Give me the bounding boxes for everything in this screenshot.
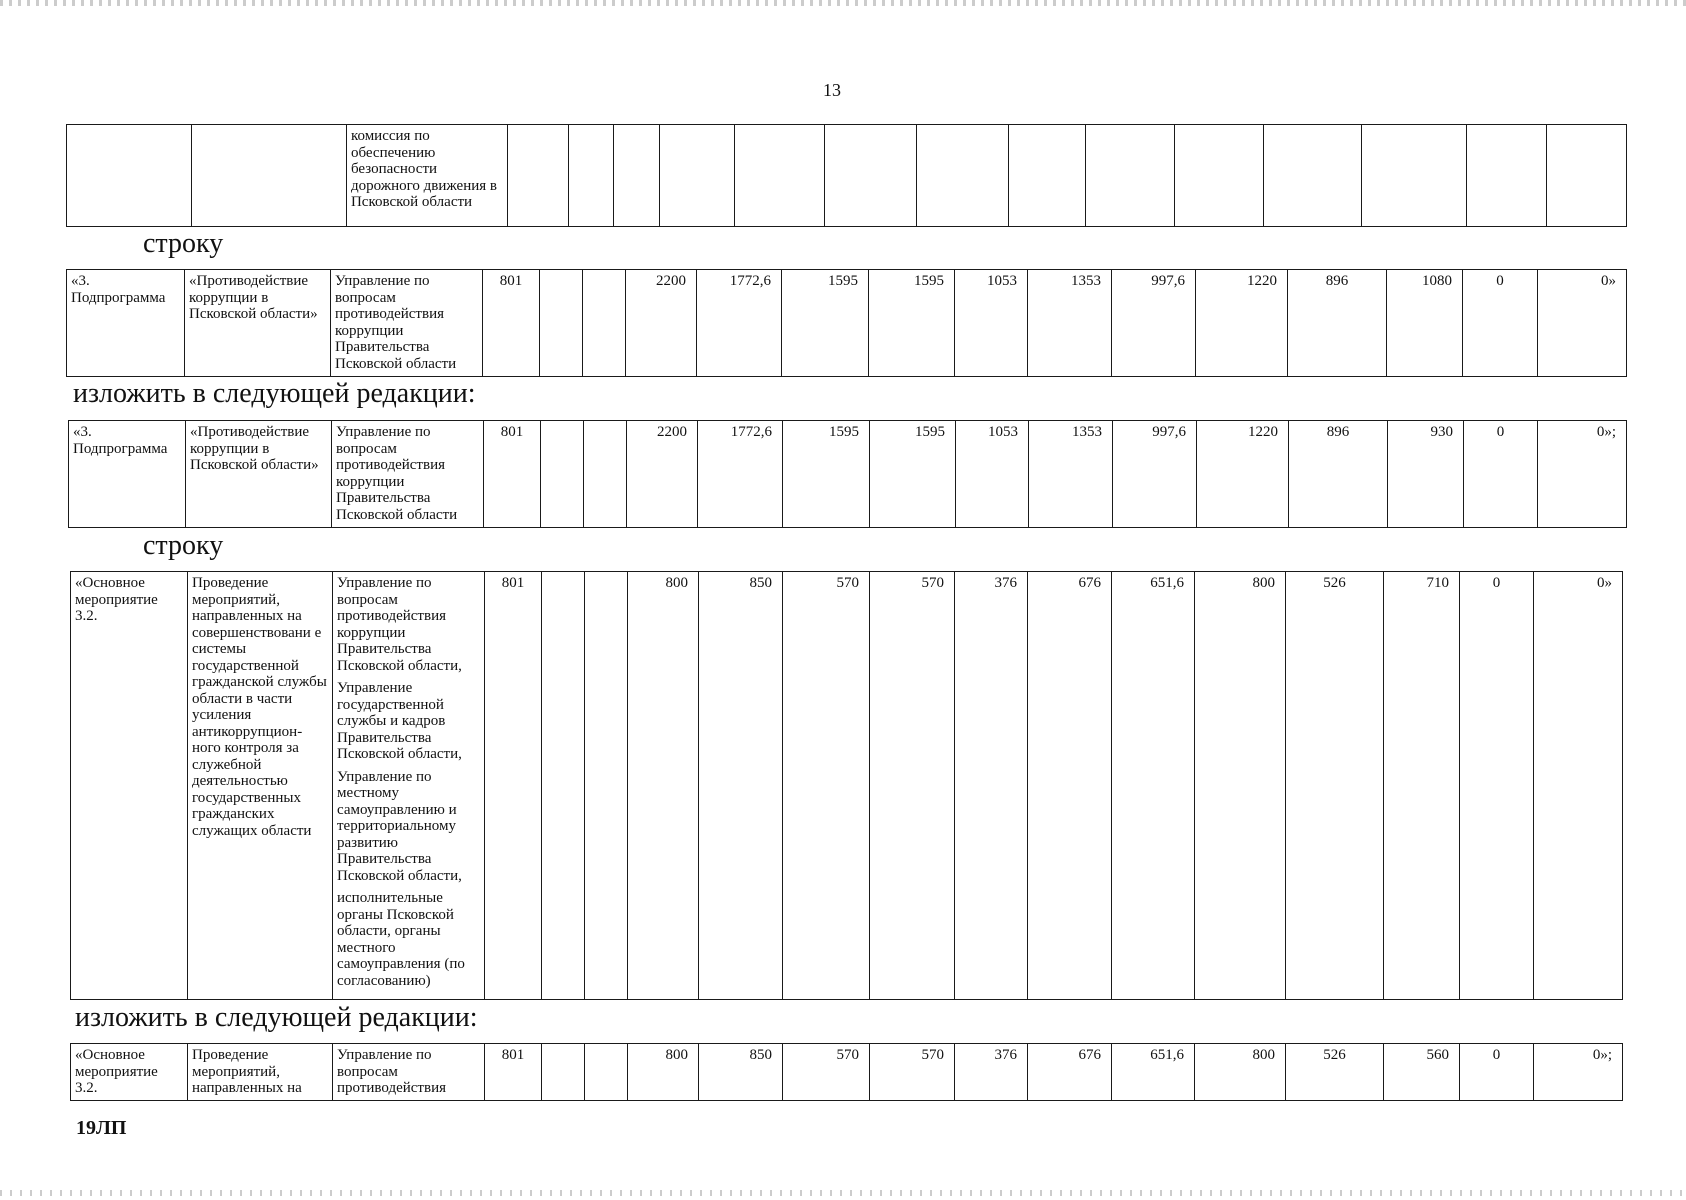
value-cell <box>825 125 917 227</box>
value-cell: 930 <box>1388 421 1464 528</box>
value-cell: 676 <box>1028 572 1112 1000</box>
table-row <box>71 1044 1623 1101</box>
value-cell: 0»; <box>1534 1044 1623 1101</box>
table-continuation <box>66 124 1627 227</box>
value-cell: 850 <box>699 1044 783 1101</box>
table-row <box>67 125 1627 227</box>
executor-paragraph: Управление государственной службы и кадров Правительства Псковской области, <box>337 680 462 762</box>
value-cell: 850 <box>699 572 783 1000</box>
value-cell: 1220 <box>1197 421 1289 528</box>
value-cell <box>542 1044 585 1101</box>
value-cell: 800 <box>1195 1044 1286 1101</box>
value-cell <box>614 125 660 227</box>
value-cell: 1220 <box>1196 270 1288 377</box>
value-cell: 570 <box>783 572 870 1000</box>
value-cell <box>583 270 626 377</box>
value-cell: 1595 <box>869 270 955 377</box>
value-cell: 1595 <box>783 421 870 528</box>
row-code-cell: «3. Подпрограмма <box>69 421 186 528</box>
value-cell <box>541 421 584 528</box>
value-cell <box>917 125 1008 227</box>
scan-edge-bottom <box>0 1190 1686 1196</box>
table-row <box>69 421 1627 528</box>
value-cell: 376 <box>955 572 1028 1000</box>
value-cell <box>585 1044 628 1101</box>
value-cell: 0 <box>1463 270 1538 377</box>
value-cell: 896 <box>1288 270 1387 377</box>
footer-code: 19ЛП <box>76 1117 127 1139</box>
executor-paragraph: исполнительные органы Псковской области, органы местного самоуправления (по согласованию) <box>337 890 465 989</box>
value-cell: 0 <box>1464 421 1538 528</box>
value-cell: 0»; <box>1538 421 1627 528</box>
value-cell: 801 <box>485 1044 542 1101</box>
value-cell: 896 <box>1289 421 1388 528</box>
value-cell <box>1547 125 1627 227</box>
caption-stroku: строку <box>143 228 224 259</box>
table-row <box>67 270 1627 377</box>
value-cell: 800 <box>1195 572 1286 1000</box>
value-cell: 2200 <box>627 421 698 528</box>
value-cell: 0 <box>1460 572 1534 1000</box>
executor-cell: Управление по вопросам противодействия коррупции Правительства Псковской области <box>331 270 483 377</box>
value-cell: 801 <box>483 270 540 377</box>
table-old-subprogram <box>66 269 1627 377</box>
row-code-cell <box>67 125 192 227</box>
value-cell: 0 <box>1460 1044 1534 1101</box>
value-cell <box>659 125 734 227</box>
value-cell: 1053 <box>956 421 1029 528</box>
value-cell <box>1086 125 1175 227</box>
value-cell <box>585 572 628 1000</box>
value-cell: 1772,6 <box>697 270 782 377</box>
executor-cell: Управление по вопросам противодействия <box>333 1044 485 1101</box>
value-cell: 526 <box>1286 1044 1384 1101</box>
row-title-cell: Проведение мероприятий, направленных на совершенствовани е системы государственной гражданской службы области в части усиления антикоррупцион-ного контроля за служебной деятельностью государственных гражданских служащих области <box>188 572 333 1000</box>
executor-paragraph: Управление по вопросам противодействия коррупции Правительства Псковской области, <box>337 575 462 674</box>
value-cell: 710 <box>1384 572 1460 1000</box>
value-cell: 676 <box>1028 1044 1112 1101</box>
table-old-measure <box>70 571 1623 1000</box>
page-number: 13 <box>823 80 841 100</box>
value-cell <box>1361 125 1466 227</box>
value-cell: 560 <box>1384 1044 1460 1101</box>
row-title-cell <box>192 125 347 227</box>
scan-edge-top <box>0 0 1686 6</box>
value-cell: 997,6 <box>1113 421 1197 528</box>
executor-cell: Управление по вопросам противодействия коррупции Правительства Псковской области <box>332 421 484 528</box>
table-row <box>71 572 1623 1000</box>
value-cell: 526 <box>1286 572 1384 1000</box>
value-cell: 1353 <box>1029 421 1113 528</box>
executor-paragraph: Управление по местному самоуправлению и территориальному развитию Правительства Псковской области, <box>337 768 462 884</box>
value-cell <box>508 125 568 227</box>
row-code-cell: «Основное мероприятие 3.2. <box>71 1044 188 1101</box>
value-cell: 1772,6 <box>698 421 783 528</box>
value-cell <box>1175 125 1264 227</box>
value-cell <box>1466 125 1547 227</box>
value-cell: 1595 <box>870 421 956 528</box>
value-cell: 570 <box>870 1044 955 1101</box>
value-cell: 570 <box>870 572 955 1000</box>
row-code-cell: «Основное мероприятие 3.2. <box>71 572 188 1000</box>
value-cell: 0» <box>1534 572 1623 1000</box>
value-cell: 1595 <box>782 270 869 377</box>
row-code-cell: «3. Подпрограмма <box>67 270 185 377</box>
value-cell: 1080 <box>1387 270 1463 377</box>
row-title-cell: «Противодействие коррупции в Псковской области» <box>185 270 331 377</box>
value-cell: 800 <box>628 572 699 1000</box>
value-cell: 801 <box>485 572 542 1000</box>
value-cell: 1053 <box>955 270 1028 377</box>
table-new-subprogram <box>68 420 1627 528</box>
caption-new-edition: изложить в следующей редакции: <box>75 1002 478 1033</box>
value-cell <box>735 125 825 227</box>
value-cell <box>1264 125 1362 227</box>
executor-cell: комиссия по обеспечению безопасности дорожного движения в Псковской области <box>346 125 507 227</box>
value-cell <box>540 270 583 377</box>
table-new-measure <box>70 1043 1623 1101</box>
value-cell <box>1008 125 1085 227</box>
executor-cell <box>333 572 485 1000</box>
value-cell: 800 <box>628 1044 699 1101</box>
value-cell: 1353 <box>1028 270 1112 377</box>
caption-stroku: строку <box>143 530 224 561</box>
value-cell: 0» <box>1538 270 1627 377</box>
value-cell: 2200 <box>626 270 697 377</box>
value-cell <box>584 421 627 528</box>
value-cell <box>568 125 614 227</box>
value-cell: 997,6 <box>1112 270 1196 377</box>
row-title-cell: «Противодействие коррупции в Псковской области» <box>186 421 332 528</box>
row-title-cell: Проведение мероприятий, направленных на <box>188 1044 333 1101</box>
value-cell: 376 <box>955 1044 1028 1101</box>
value-cell: 570 <box>783 1044 870 1101</box>
caption-new-edition: изложить в следующей редакции: <box>73 378 476 409</box>
value-cell: 651,6 <box>1112 1044 1195 1101</box>
value-cell: 801 <box>484 421 541 528</box>
value-cell: 651,6 <box>1112 572 1195 1000</box>
value-cell <box>542 572 585 1000</box>
